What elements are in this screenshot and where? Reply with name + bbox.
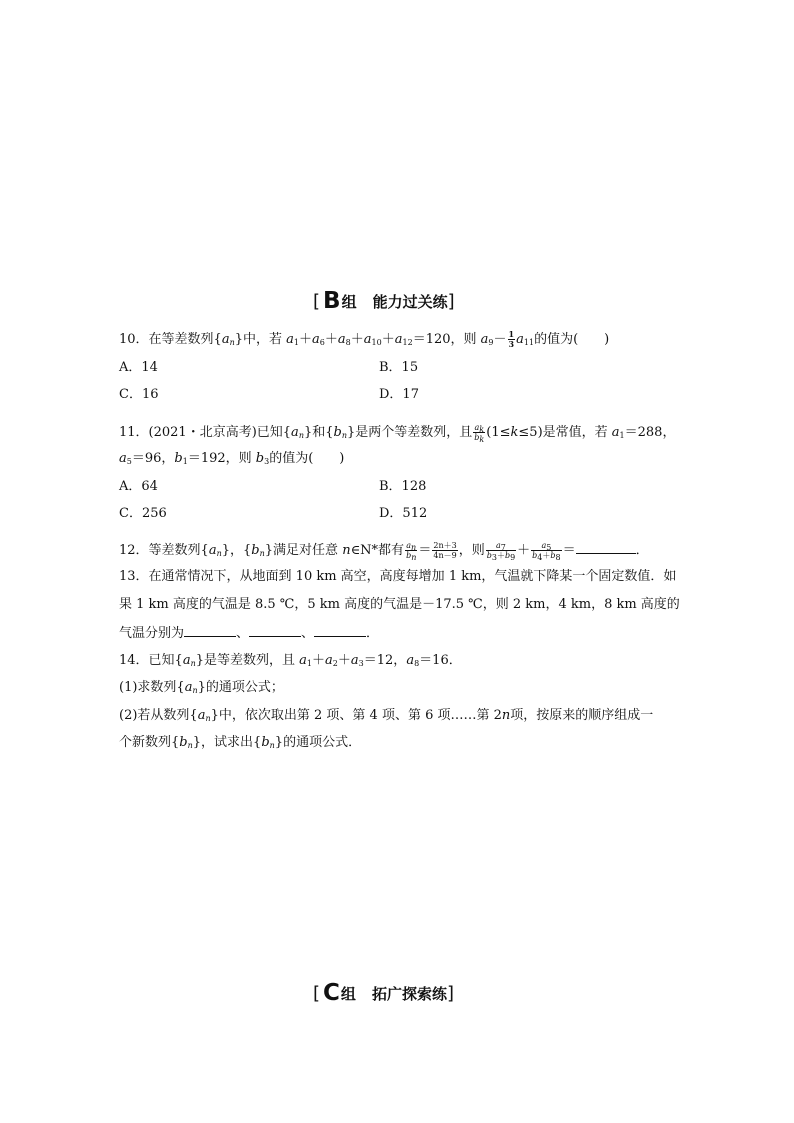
question-10: 10．在等差数列$\{a_n\}$中，若 $a_1+a_6+a_8+a_{10}+a_{12}=120$，则 $a_9-$ $\frac{1}{3}$ $a_{11}$的值为( ) xyxy=(119,329,610,349)
section-group: 组 xyxy=(340,984,356,1003)
question-12: 12．等差数列$\{a_n\}$，$\{b_n\}$满足对任意 n∈N*都有 $\frac{a_n}{b_n}$ ＝ $\frac{2n+3}{4n-9}$ ，则 $\frac{a_7}{b_3+b_9}$ ＋ $\frac{a_5}{b_4+b_8}$ ＝ ． xyxy=(119,541,649,562)
question-14-part-1: (1)求数列$\{a_n\}$的通项公式； xyxy=(119,680,284,695)
bracket-close: ] xyxy=(447,290,455,312)
answer-blank[interactable] xyxy=(184,624,236,637)
option-11-c: C．256 xyxy=(119,506,167,521)
section-c-header xyxy=(313,980,454,1006)
question-14-part-2: (2)若从数列$\{a_n\}$中，依次取出第 2 项、第 4 项、第 6 项……第 2n项，按原来的顺序组成一 xyxy=(119,708,654,723)
section-group: 组 xyxy=(341,292,357,311)
question-13-line-2: 果 1 km 高度的气温是 8.5 ℃，5 km 高度的气温是－17.5 ℃，则 2 km，4 km，8 km 高度的 xyxy=(119,597,680,612)
section-title: 能力过关练 xyxy=(372,292,448,311)
bracket-close: ] xyxy=(446,982,454,1004)
section-letter: B xyxy=(323,288,340,314)
section-title: 拓广探索练 xyxy=(371,984,447,1003)
question-13-line-1: 13．在通常情况下，从地面到 10 km 高空，高度每增加 1 km，气温就下降某一个固定数值．如 xyxy=(119,569,677,584)
section-letter: C xyxy=(323,980,339,1006)
option-10-c: C．16 xyxy=(119,387,159,402)
fraction: $\frac{2n+3}{4n-9}$ xyxy=(433,541,457,560)
question-11-line-2: $a_5=96$，$b_1=192$，则 $b_3$的值为( ) xyxy=(119,451,345,466)
fraction: $\frac{a_5}{b_4+b_8}$ xyxy=(532,541,561,562)
question-13-line-3: 气温分别为 、 、 ． xyxy=(119,626,380,641)
fraction: $\frac{a_7}{b_3+b_9}$ xyxy=(486,541,516,562)
option-11-d: D．512 xyxy=(379,506,428,521)
fraction: $\frac{a_n}{b_n}$ xyxy=(406,541,417,562)
answer-blank[interactable] xyxy=(249,624,301,637)
option-10-a: A．14 xyxy=(119,360,158,375)
bracket-open: [ xyxy=(313,290,321,312)
answer-blank[interactable] xyxy=(576,541,636,554)
option-11-b: B．128 xyxy=(379,479,427,494)
option-10-d: D．17 xyxy=(379,387,419,402)
fraction: $\frac{a_k}{b_k}$ xyxy=(474,423,485,444)
question-14-part-2-cont: 个新数列$\{b_n\}$，试求出$\{b_n\}$的通项公式． xyxy=(119,735,362,750)
section-b-header xyxy=(313,288,455,314)
bracket-open: [ xyxy=(313,982,321,1004)
option-10-b: B．15 xyxy=(379,360,419,375)
option-11-a: A．64 xyxy=(119,479,158,494)
fraction: $\frac{1}{3}$ xyxy=(508,329,515,349)
question-11: 11．(2021・北京高考)已知$\{a_n\}$和$\{b_n\}$是两个等差数列，且 $\frac{a_k}{b_k}$ (1≤k≤5)是常值，若 $a_1=288$， xyxy=(119,423,676,444)
question-14: 14．已知$\{a_n\}$是等差数列，且 $a_1+a_2+a_3=12$，$a_8=16$． xyxy=(119,653,462,668)
answer-blank[interactable] xyxy=(314,624,366,637)
